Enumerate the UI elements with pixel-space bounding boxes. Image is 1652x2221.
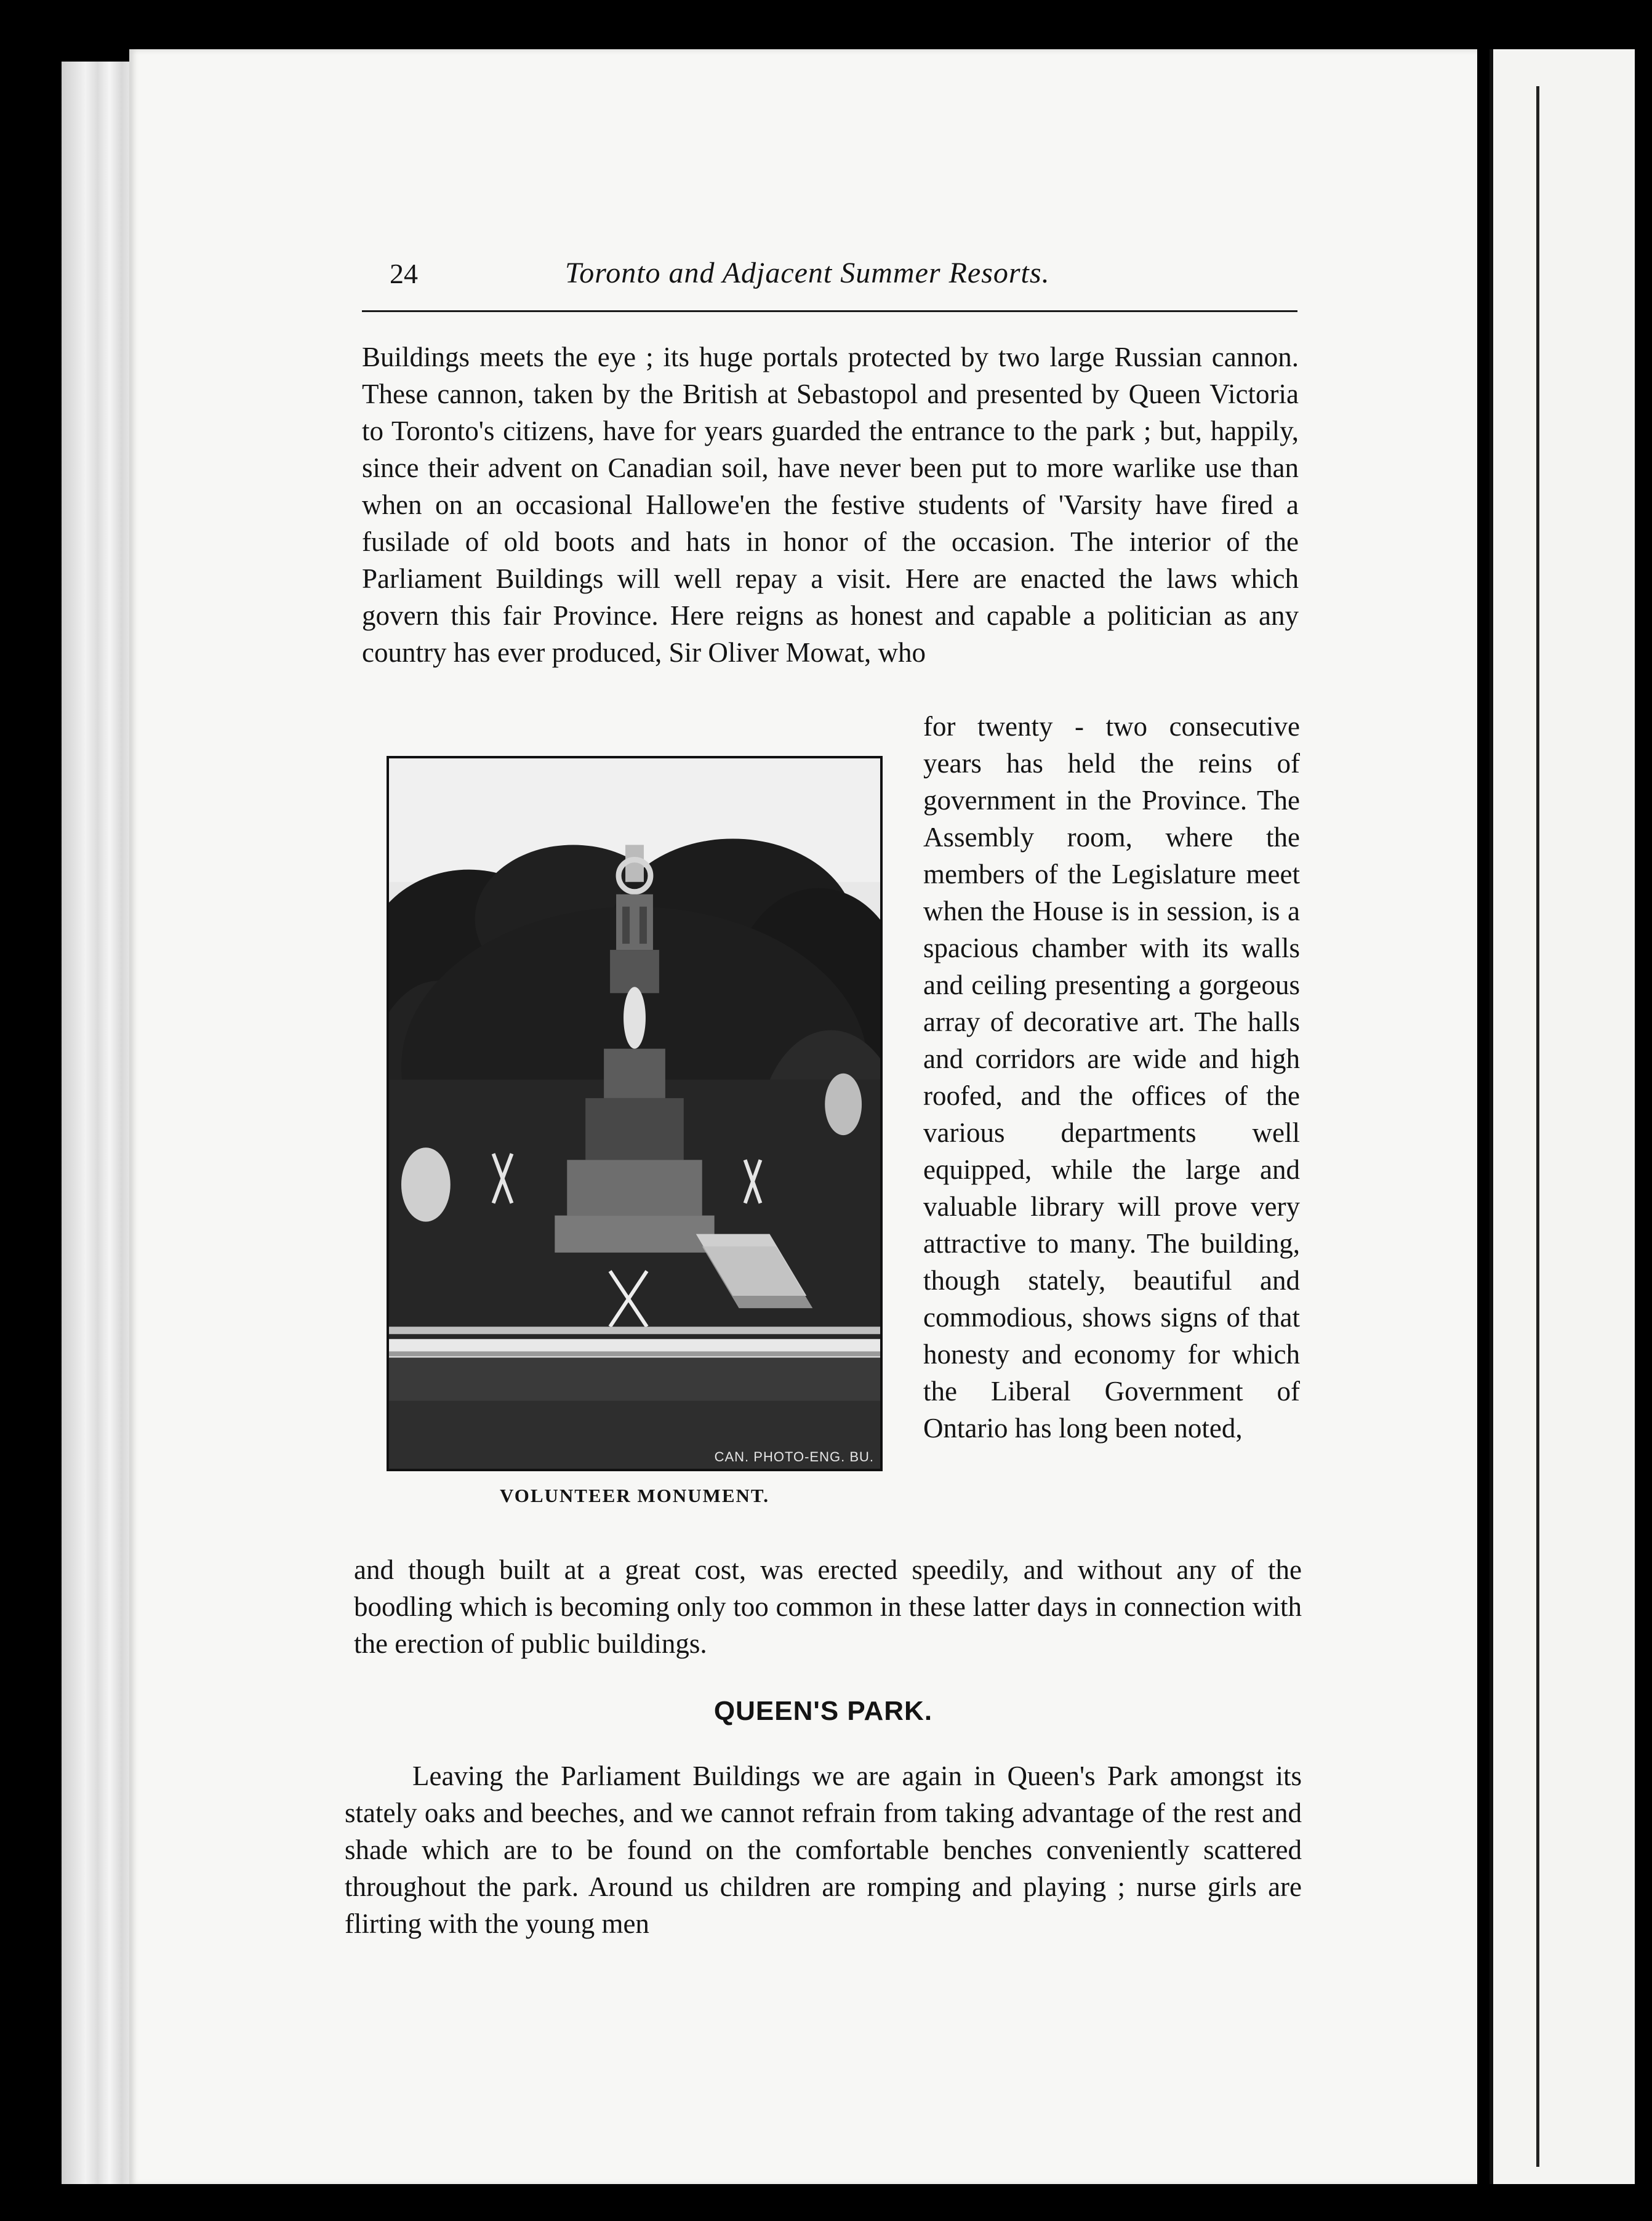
header-rule	[362, 310, 1297, 312]
scan-border	[0, 2184, 1652, 2221]
body-paragraph-top: Buildings meets the eye ; its huge portals protected by two large Russian cannon. These cannon, taken by the British at Sebastopol and presented by Queen Victoria to Toronto's citizens, have for years guarded the entrance to the park ; but, happily, since their advent on Canadian soil, have never been put to more warlike use than when on an occasional Hallowe'en the festive students of 'Varsity have fired a fusilade of old boots and hats in honor of the occasion. The interior of the Parliament Buildings will well repay a visit. Here are enacted the laws which govern this fair Province. Here reigns as honest and capable a politician as any country has ever produced, Sir Oliver Mowat, who	[362, 342, 1299, 668]
body-paragraph-side: for twenty - two consecutive years has held the reins of government in the Province. The Assembly room, where the members of the Legislature meet when the House is in session, is a spacious chamber with its walls and ceiling presenting a gorgeous array of decorative art. The halls and corridors are wide and high roofed, and the offices of the various departments well equipped, while the large and valuable library will prove very attractive to many. The building, though stately, beautiful and commodious, shows signs of that honesty and economy for which the Liberal Government of Ontario has long been noted,	[923, 711, 1300, 1444]
page-number: 24	[390, 258, 418, 289]
monument-illustration	[389, 758, 880, 1469]
running-title: Toronto and Adjacent Summer Resorts.	[565, 257, 1050, 289]
body-paragraph-after: and though built at a great cost, was erected speedily, and without any of the boodling which is becoming only too common in these latter days in connection with the erection of public buildings.	[354, 1554, 1302, 1659]
section-heading: QUEEN'S PARK.	[713, 1696, 933, 1726]
engraver-credit: CAN. PHOTO-ENG. BU.	[714, 1449, 874, 1464]
figure-caption: VOLUNTEER MONUMENT.	[499, 1485, 770, 1506]
facing-page-edge	[1490, 49, 1635, 2185]
queens-park-paragraph: Leaving the Parliament Buildings we are again in Queen's Park amongst its stately oaks and beeches, and we cannot refrain from taking advantage of the rest and shade which are to be found on the comfortable benches conveniently scattered throughout the park. Around us children are romping and playing ; nurse girls are flirting with the young men	[345, 1761, 1302, 1939]
running-header	[362, 251, 1297, 319]
volunteer-monument-photo	[387, 756, 883, 1471]
